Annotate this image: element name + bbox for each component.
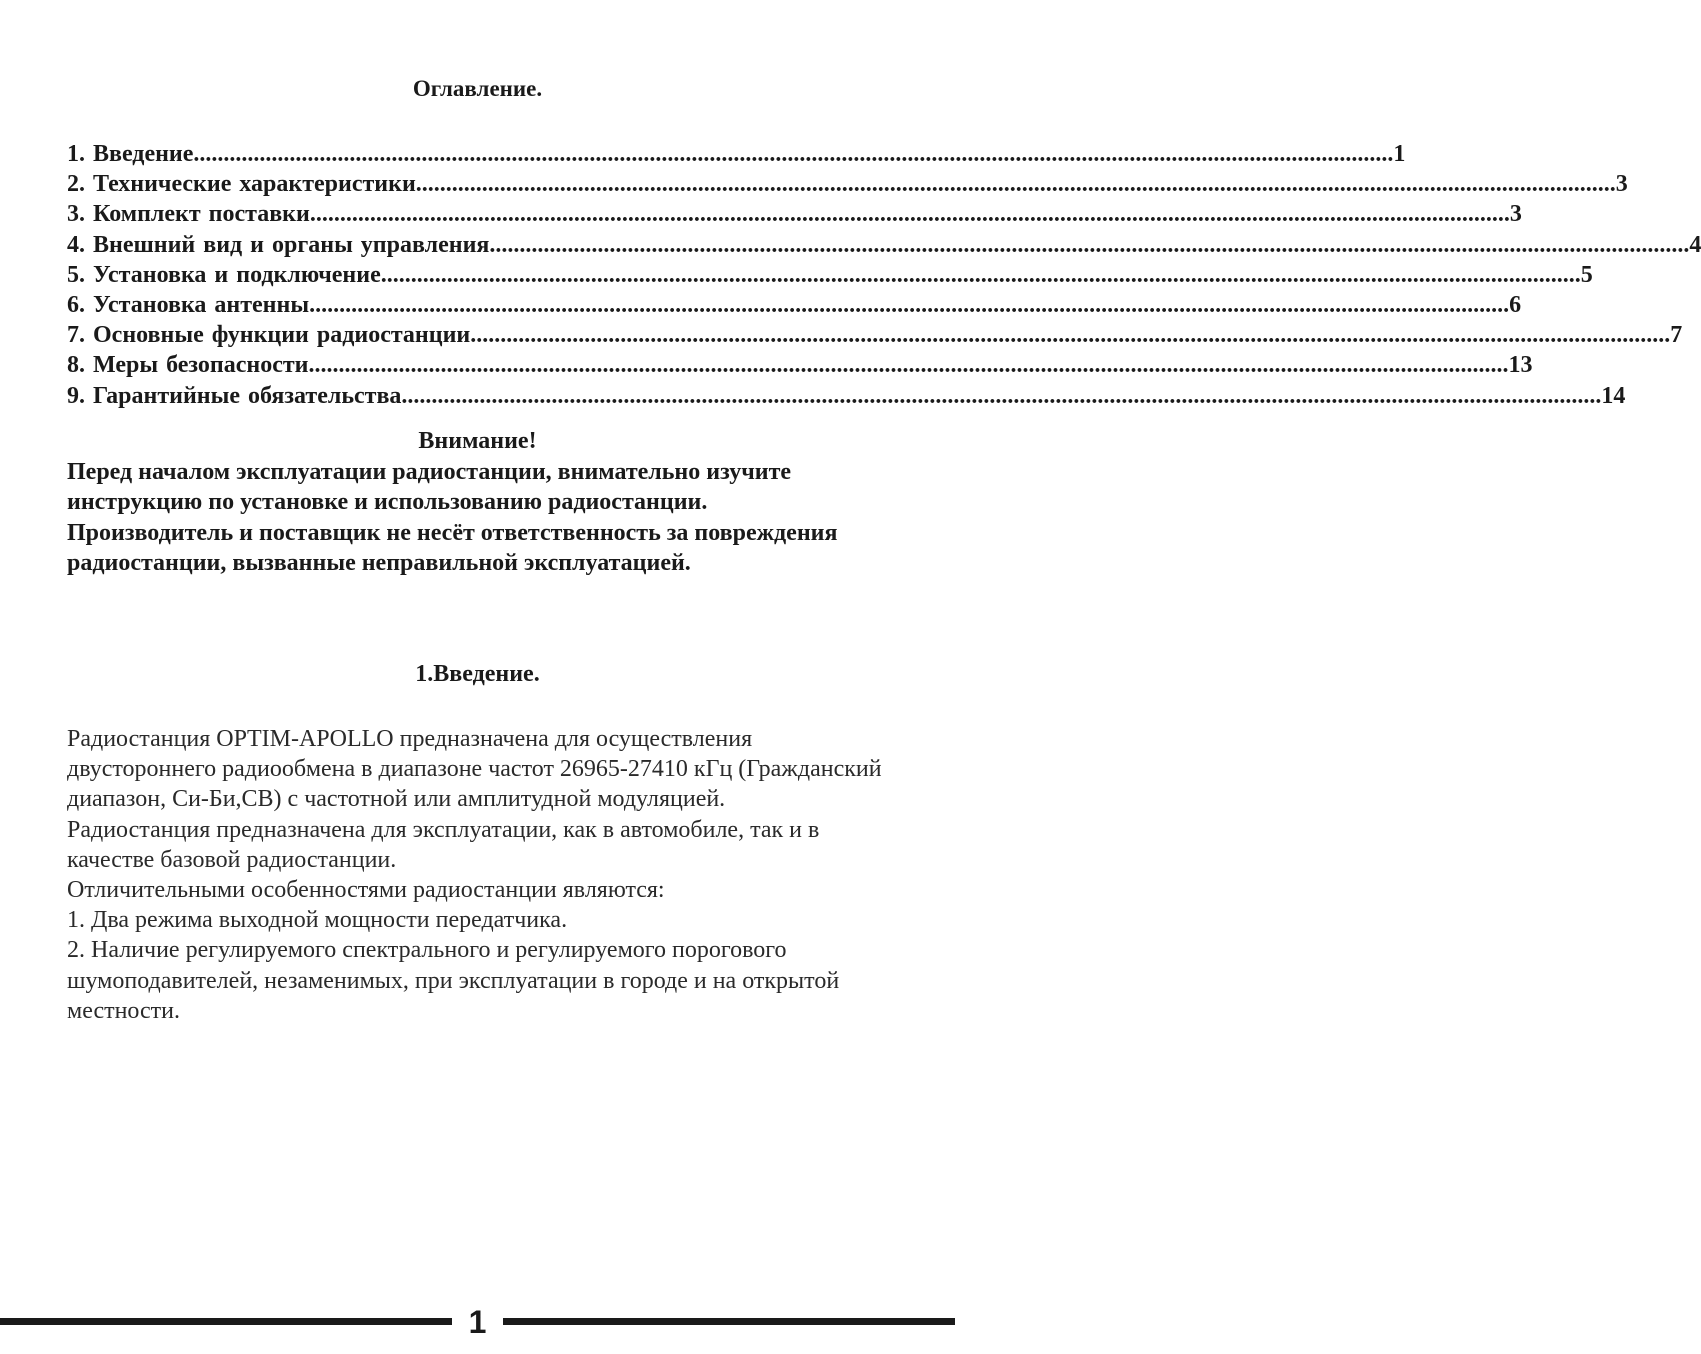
list-item: 1. Два режима выходной мощности передатчика. [67, 907, 568, 934]
toc-dot-leader: ........................................................................................................................................................................................................ [415, 171, 1616, 198]
toc-entry-page: 1 [1393, 141, 1406, 167]
footer-rule-left [0, 1318, 452, 1325]
toc-title: Оглавление. [412, 76, 543, 101]
toc-dot-leader: ........................................................................................................................................................................................................ [193, 141, 1394, 167]
toc-entry-page: 4 [1689, 231, 1701, 258]
attention-title: Внимание! [418, 428, 537, 454]
toc-entry-page: 7 [1670, 322, 1683, 349]
toc-entry-label: 5. Установка и подключение [67, 261, 381, 288]
toc-entry-page: 5 [1580, 261, 1593, 288]
toc-dot-leader: ........................................................................................................................................................................................................ [309, 291, 1510, 318]
toc-entry-page: 3 [1509, 201, 1522, 228]
toc-entry [67, 169, 1628, 199]
toc-entry [67, 260, 1593, 290]
toc-entry-label: 2. Технические характеристики [67, 171, 416, 198]
warning-block [67, 457, 907, 578]
toc-dot-leader: ........................................................................................................................................................................................................ [489, 231, 1690, 258]
body-paragraph: Радиостанция OPTIM-APOLLO предназначена для осуществления двустороннего радиообмена в диапазоне частот 26965-27410 кГц (Гражданский диапазон, Си-Би,CB) с частотной или амплитудной модуляцией. [67, 726, 882, 813]
table-of-contents [67, 139, 1701, 411]
toc-entry-page: 3 [1615, 171, 1628, 198]
toc-dot-leader: ........................................................................................................................................................................................................ [308, 352, 1509, 379]
toc-entry-page: 14 [1601, 382, 1626, 409]
toc-entry-label: 9. Гарантийные обязательства [67, 382, 402, 409]
toc-entry-page: 6 [1509, 291, 1522, 318]
list-item: 2. Наличие регулируемого спектрального и регулируемого порогового шумоподавителей, незаменимых, при эксплуатации в городе и на открытой местности. [67, 937, 840, 1024]
toc-entry-label: 3. Комплект поставки [67, 201, 310, 228]
toc-dot-leader: ........................................................................................................................................................................................................ [380, 261, 1581, 288]
toc-dot-leader: ........................................................................................................................................................................................................ [470, 322, 1671, 349]
toc-entry [67, 199, 1522, 229]
toc-entry [67, 350, 1533, 380]
body-paragraph: Радиостанция предназначена для эксплуатации, как в автомобиле, так и в качестве базовой радиостанции. [67, 816, 820, 873]
toc-dot-leader: ........................................................................................................................................................................................................ [401, 382, 1602, 409]
warning-paragraph: Перед началом эксплуатации радиостанции, внимательно изучите инструкцию по установке и использованию радиостанции. [67, 459, 792, 516]
intro-body [67, 724, 897, 1026]
body-paragraph: Отличительными особенностями радиостанции являются: [67, 877, 665, 904]
toc-entry-label: 4. Внешний вид и органы управления [67, 231, 490, 258]
toc-entry [67, 381, 1626, 411]
page-number: 1 [468, 1304, 487, 1340]
toc-entry-label: 6. Установка антенны [67, 291, 310, 318]
toc-dot-leader: ........................................................................................................................................................................................................ [309, 201, 1510, 228]
toc-entry [67, 290, 1522, 320]
toc-entry-label: 7. Основные функции радиостанции [67, 322, 471, 349]
toc-entry-label: 1. Введение [67, 141, 194, 167]
warning-paragraph: Производитель и поставщик не несёт ответственность за повреждения радиостанции, вызванные неправильной эксплуатацией. [67, 519, 838, 576]
toc-entry-page: 13 [1508, 352, 1533, 379]
section-title: 1.Введение. [415, 661, 540, 687]
toc-entry-label: 8. Меры безопасности [67, 352, 309, 379]
footer-rule-right [503, 1318, 955, 1325]
toc-entry [67, 320, 1683, 350]
toc-entry [67, 230, 1701, 260]
toc-entry [67, 139, 1406, 169]
